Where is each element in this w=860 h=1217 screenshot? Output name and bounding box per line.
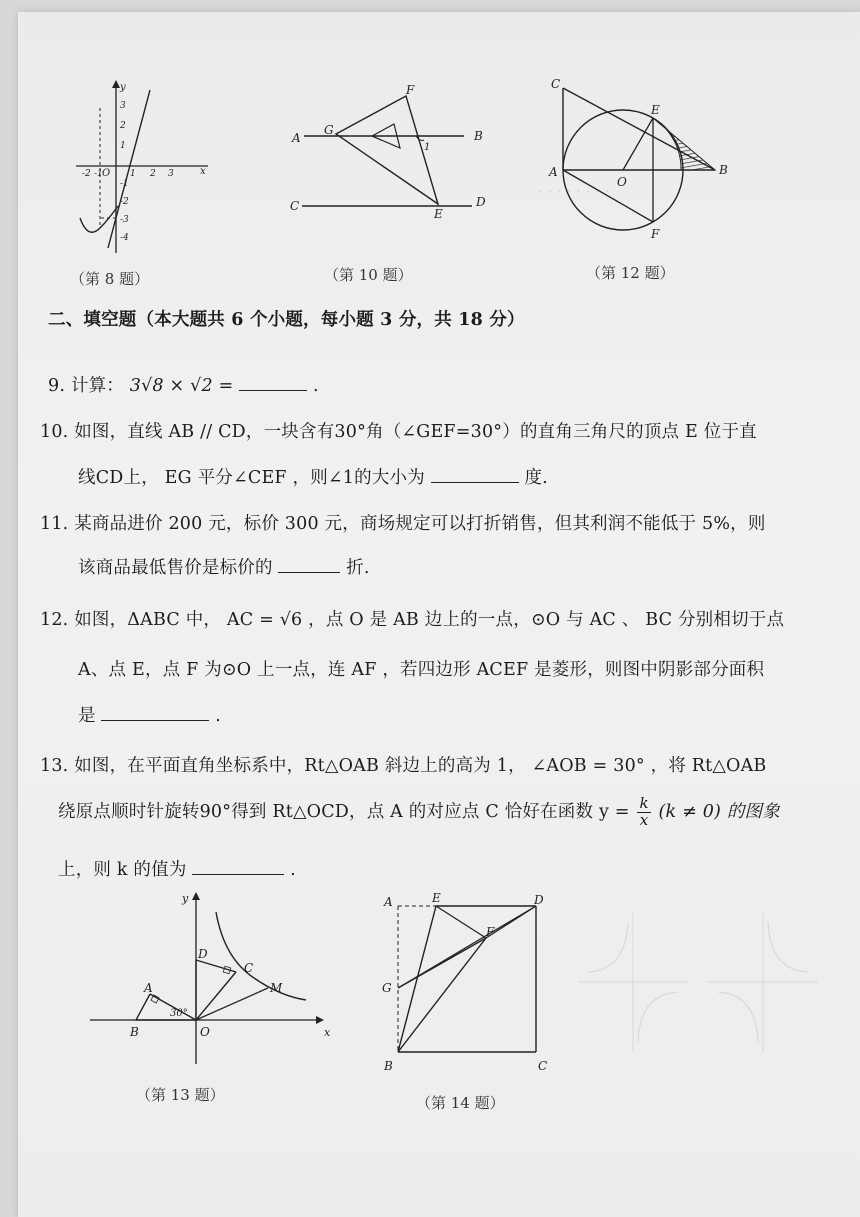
question-11-line2 (78, 554, 370, 579)
fig14-label-d: D (534, 893, 544, 907)
q10-line1: 如图，直线 AB // CD，一块含有30°角（∠GEF=30°）的直角三角尺的顶点 E 位于直 (74, 422, 757, 442)
fig13-label-b: B (130, 1025, 139, 1039)
fig8-tick-y: 3 (120, 101, 126, 111)
question-9 (48, 372, 319, 397)
fig8-tick-y: 1 (120, 141, 126, 151)
fig12-label-a: A (549, 165, 558, 179)
q13-answer-blank[interactable] (192, 873, 284, 875)
q13-line1: 如图，在平面直角坐标系中，Rt△OAB 斜边上的高为 1， ∠AOB = 30° ，将 Rt△OAB (74, 756, 767, 776)
q13-fraction-denominator: x (639, 810, 649, 829)
fig14-label-a: A (384, 895, 393, 909)
fig12-label-o: O (617, 175, 627, 189)
bleed-through-graph (578, 912, 818, 1052)
q13-fraction-numerator: k (639, 794, 649, 812)
fig13-label-o: O (200, 1025, 210, 1039)
bleed-through-text: · · · · · · · · (538, 182, 610, 200)
fig10-label-f: F (406, 83, 415, 97)
fig8-tick-x: 1 (130, 169, 136, 179)
fig10-label-b: B (474, 129, 483, 143)
q9-number: 9. (48, 376, 66, 396)
figure-13-coordinate (84, 888, 334, 1068)
question-10-line1 (40, 418, 757, 443)
fig12-label-b: B (719, 163, 728, 177)
q9-expression: 3√8 × √2 = (129, 376, 234, 396)
figure-8-graph (68, 78, 218, 258)
q11-number: 11. (40, 514, 69, 534)
q12-end: . (215, 706, 221, 726)
q11-answer-blank[interactable] (278, 571, 340, 573)
exam-page (18, 12, 860, 1217)
question-11-line1 (40, 510, 766, 535)
fig14-label-b: B (384, 1059, 393, 1073)
fig12-label-e: E (651, 103, 660, 117)
section-title: 二、填空题（本大题共 6 个小题，每小题 3 分，共 18 分） (48, 310, 525, 330)
fig10-label-g: G (324, 123, 334, 137)
figure-14-square (378, 892, 558, 1077)
fig12-label-c: C (551, 77, 561, 91)
fig8-origin-label: O (102, 168, 111, 179)
fig8-tick-y: -1 (120, 179, 129, 189)
fig13-label-d: D (198, 947, 208, 961)
q12-line3: 是 (78, 706, 96, 726)
question-13-line3 (58, 856, 296, 881)
fig13-label-angle: 30° (170, 1008, 188, 1019)
q10-unit: 度. (524, 468, 548, 488)
q11-line2: 该商品最低售价是标价的 (78, 558, 273, 578)
fig8-x-label: x (200, 166, 206, 177)
fig8-tick-x: -2 (82, 169, 91, 179)
fig10-label-a: A (292, 131, 301, 145)
fig13-label-m: M (270, 981, 283, 995)
q13-number: 13. (40, 756, 69, 776)
q13-fraction (637, 796, 650, 829)
fig13-label-x: x (324, 1026, 331, 1039)
fig13-label-a: A (144, 981, 153, 995)
q11-line1: 某商品进价 200 元，标价 300 元，商场规定可以打折销售，但其利润不能低于 5%，则 (74, 514, 766, 534)
fig10-label-d: D (476, 195, 486, 209)
question-13-line2 (58, 796, 780, 829)
caption-fig8: （第 8 题） (70, 270, 150, 288)
caption-fig10: （第 10 题） (324, 266, 413, 284)
fig8-tick-y: -3 (120, 215, 129, 225)
caption-fig12: （第 12 题） (586, 264, 675, 282)
question-12-line1 (40, 606, 784, 631)
question-10-line2 (78, 464, 548, 489)
q10-answer-blank[interactable] (431, 481, 519, 483)
q10-number: 10. (40, 422, 69, 442)
fig14-label-f: F (486, 925, 495, 939)
fig8-tick-x: 3 (168, 169, 174, 179)
q9-answer-blank[interactable] (239, 389, 307, 391)
fig10-label-e: E (434, 207, 443, 221)
q13-line2: 绕原点顺时针旋转90°得到 Rt△OCD，点 A 的对应点 C 恰好在函数 y = (58, 801, 630, 822)
fig8-tick-y: 2 (120, 121, 126, 131)
fig14-label-c: C (538, 1059, 548, 1073)
caption-fig14: （第 14 题） (416, 1094, 505, 1112)
caption-fig13: （第 13 题） (136, 1086, 225, 1104)
question-13-line1 (40, 752, 767, 777)
q13-line3: 上，则 k 的值为 (58, 860, 187, 880)
figure-10-triangle-ruler (288, 82, 498, 222)
fig8-tick-x: -1 (94, 169, 103, 179)
question-12-line2 (78, 656, 764, 681)
question-12-line3 (78, 702, 221, 727)
q12-number: 12. (40, 610, 69, 630)
q10-line2: 线CD上， EG 平分∠CEF ，则∠1的大小为 (78, 468, 425, 488)
figure-12-circle-triangle (543, 70, 733, 250)
fig8-tick-y: -2 (120, 197, 129, 207)
q13-end: . (290, 860, 296, 880)
q13-condition: (k ≠ 0) 的图象 (658, 801, 780, 822)
q9-text: 计算： (70, 376, 124, 396)
fig12-label-f: F (651, 227, 660, 241)
q9-end: . (313, 376, 319, 396)
fig14-label-g: G (382, 981, 392, 995)
fig8-tick-x: 2 (150, 169, 156, 179)
fig13-label-y: y (182, 892, 189, 905)
fig13-label-c: C (244, 961, 254, 975)
fig8-tick-y: -4 (120, 233, 129, 243)
fig14-label-e: E (432, 891, 441, 905)
q12-line1: 如图，ΔABC 中， AC = √6 ，点 O 是 AB 边上的一点，⊙O 与 AC 、 BC 分别相切于点 (74, 610, 785, 630)
fig10-label-angle1: 1 (424, 142, 431, 153)
fig10-label-c: C (290, 199, 300, 213)
q12-line2: A、点 E，点 F 为⊙O 上一点，连 AF ，若四边形 ACEF 是菱形，则图中阴影部分面积 (78, 660, 765, 680)
q12-answer-blank[interactable] (101, 719, 209, 721)
fig8-y-label: y (120, 82, 126, 93)
q11-unit: 折. (346, 558, 370, 578)
